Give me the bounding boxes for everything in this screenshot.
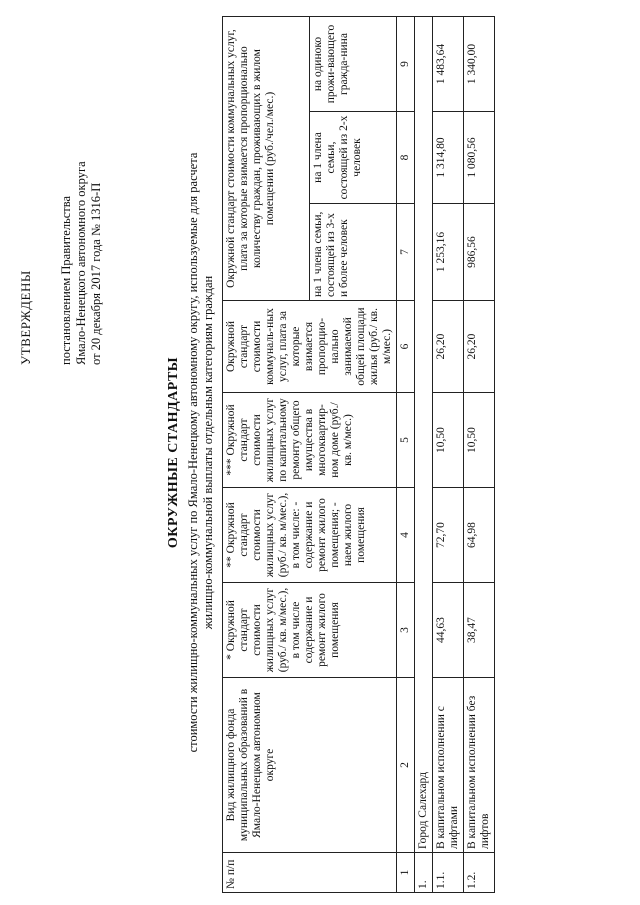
cell-col4: 64,98 [464, 488, 495, 583]
column-number: 7 [397, 204, 415, 301]
column-number: 2 [397, 678, 415, 853]
cell-col6: 26,20 [464, 301, 495, 393]
document-title: ОКРУЖНЫЕ СТАНДАРТЫ [166, 356, 181, 549]
cell-col5: 10,50 [464, 393, 495, 488]
cell-col3: 44,63 [433, 583, 464, 678]
header-col4: ** Окружной стандарт стоимости жилищных услуг (руб./ кв. м/мес.), в том числе: - содержание и ремонт жилого помещения; - наем жилого помещения [223, 488, 397, 583]
cell-col4: 72,70 [433, 488, 464, 583]
header-type: Вид жилищного фонда муниципальных образований в Ямало-Ненецком автономном округе [223, 678, 397, 853]
header-col8: на 1 члена семьи, состоящей из 2-х человек [310, 112, 397, 204]
cell-col5: 10,50 [433, 393, 464, 488]
column-number-row [397, 17, 415, 893]
header-group: Окружной стандарт стоимости коммунальных услуг, плата за которые взимается пропорционально количеству граждан, проживающих в жилом помещении (руб./чел./мес.) [223, 17, 310, 301]
header-col9: на одиноко прожи-вающего гражда-нина [310, 17, 397, 112]
cell-col8: 1 080,56 [464, 112, 495, 204]
header-col5: *** Окружной стандарт стоимости жилищных услуг по капитальному ремонту общего имущества в многоквартир-ном доме (руб./ кв. м/мес.) [223, 393, 397, 488]
cell-col7: 1 253,16 [433, 204, 464, 301]
row-label: В капитальном исполнении с лифтами [433, 678, 464, 853]
cell-col3: 38,47 [464, 583, 495, 678]
document-subtitle: стоимости жилищно-коммунальных услуг по Ямало-Ненецкому автономному округу, используемые для расчета [186, 152, 200, 753]
column-number: 5 [397, 393, 415, 488]
row-num: 1.2. [464, 853, 495, 893]
column-number: 4 [397, 488, 415, 583]
cell-col7: 986,56 [464, 204, 495, 301]
approval-line: от 20 декабря 2017 года № 1316-П [89, 182, 103, 365]
cell-col9: 1 340,00 [464, 17, 495, 112]
document-heading [166, 40, 216, 865]
row-label: В капитальном исполнении без лифтов [464, 678, 495, 853]
approval-line: Ямало-Ненецкого автономного округа [74, 161, 88, 365]
cell-col9: 1 483,64 [433, 17, 464, 112]
header-row [223, 17, 310, 893]
column-number: 8 [397, 112, 415, 204]
header-col7: на 1 члена семьи, состоящей из 3-х и более человек [310, 204, 397, 301]
row-num: 1.1. [433, 853, 464, 893]
approval-title: УТВЕРЖДЕНЫ [18, 270, 33, 365]
approval-line: постановлением Правительства [59, 195, 73, 365]
standards-table [222, 16, 495, 893]
table-row [433, 17, 464, 893]
section-num: 1. [415, 853, 433, 893]
column-number: 3 [397, 583, 415, 678]
cell-col6: 26,20 [433, 301, 464, 393]
section-label: Город Салехард [415, 17, 433, 853]
column-number: 6 [397, 301, 415, 393]
header-col3: * Окружной стандарт стоимости жилищных услуг (руб./ кв. м/мес.), в том числе содержание и ремонт жилого помещения [223, 583, 397, 678]
table-row [464, 17, 495, 893]
approval-block [18, 45, 104, 365]
cell-col8: 1 314,80 [433, 112, 464, 204]
header-num: № п/п [223, 853, 397, 893]
column-number: 1 [397, 853, 415, 893]
column-number: 9 [397, 17, 415, 112]
header-col6: Окружной стандарт стоимости коммуналь-ных услуг, плата за которые взимается пропорцио-нально занимаемой общей площади жилья (руб./ кв. м/мес.) [223, 301, 397, 393]
section-row [415, 17, 433, 893]
document-subtitle: жилищно-коммунальной выплаты отдельным категориям граждан [201, 275, 215, 630]
